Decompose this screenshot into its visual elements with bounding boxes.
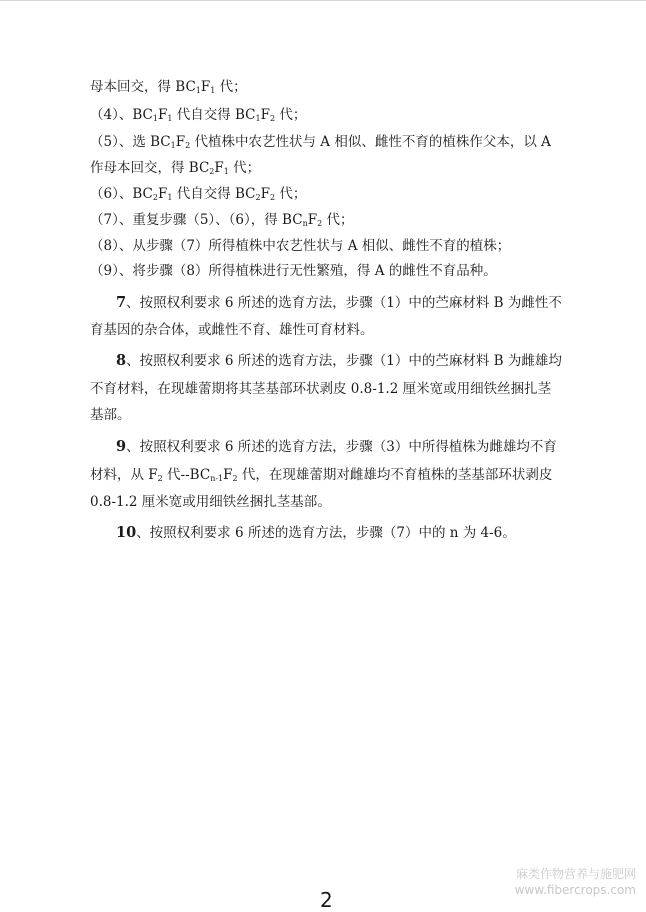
watermark — [515, 866, 636, 898]
claim-8-line-3: 基部。 — [90, 407, 131, 423]
page-top-edge — [0, 0, 646, 1]
claim-9-line-3: 0.8-1.2 厘米宽或用细铁丝捆扎茎基部。 — [90, 494, 331, 510]
claim-7-line-2: 育基因的杂合体，或雌性不育、雄性可育材料。 — [90, 322, 374, 338]
claim-7-line-1: 7、按照权利要求 6 所述的选育方法，步骤（1）中的苎麻材料 B 为雌性不 — [116, 294, 562, 311]
claim-9-number: 9 — [116, 438, 127, 455]
claim-9-line-1: 9、按照权利要求 6 所述的选育方法，步骤（3）中所得植株为雌雄均不育 — [116, 438, 557, 455]
claim-8-line-1: 8、按照权利要求 6 所述的选育方法，步骤（1）中的苎麻材料 B 为雌雄均 — [116, 352, 562, 369]
claim-7-number: 7 — [116, 294, 127, 311]
step-5-line: （5）、选 $BC_1F_2$ 代植株中农艺性状与 A 相似、雌性不育的植株作父本，以 A — [90, 134, 551, 150]
step-9-line: （9）、将步骤（8）所得植株进行无性繁殖，得 A 的雌性不育品种。 — [90, 263, 497, 279]
watermark-url: www.fibercrops.com — [514, 883, 636, 897]
watermark-site-name: 麻类作物营养与施肥网 — [515, 867, 636, 881]
claim-9-line-2: 材料，从 $F_2$ 代$--BC_{n-1}F_2$ 代，在现雄蕾期对雌雄均不育植株的茎基部环状剥皮 — [90, 467, 553, 483]
step-4-line: （4）、$BC_1F_1$ 代自交得 $BC_1F_2$ 代； — [90, 107, 307, 123]
claim-8-number: 8 — [116, 352, 127, 369]
claim-8-line-2: 不育材料，在现雄蕾期将其茎基部环状剥皮 0.8-1.2 厘米宽或用细铁丝捆扎茎 — [90, 381, 552, 397]
claim-10-number: 10 — [116, 524, 137, 541]
step-5-continuation: 作母本回交，得 $BC_2F_1$ 代； — [90, 160, 261, 176]
step-6-line: （6）、$BC_2F_1$ 代自交得 $BC_2F_2$ 代； — [90, 186, 307, 202]
claim-10-line: 10、按照权利要求 6 所述的选育方法，步骤（7）中的 n 为 4-6。 — [116, 524, 516, 541]
step-8-line: （8）、从步骤（7）所得植株中农艺性状与 A 相似、雌性不育的植株； — [90, 238, 511, 254]
step-7-line: （7）、重复步骤（5）、（6），得 $BC_nF_2$ 代； — [90, 212, 354, 228]
text-line-1: 母本回交，得 $BC_1F_1$ 代； — [90, 79, 247, 95]
page-number: 2 — [320, 888, 333, 912]
